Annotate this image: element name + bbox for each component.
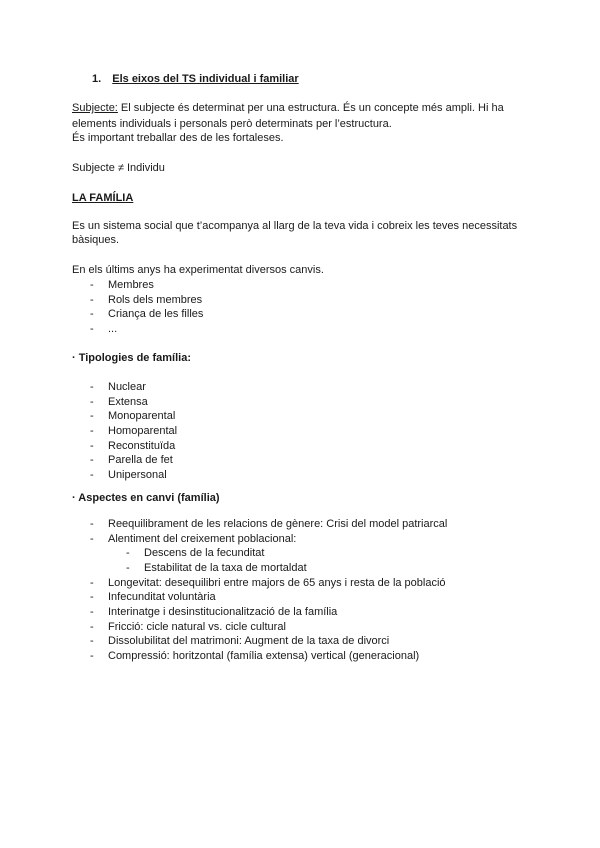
family-definition-2: bàsiques. bbox=[72, 234, 120, 246]
heading-title: Els eixos del TS individual i familiar bbox=[112, 73, 299, 85]
subject-text-1: El subjecte és determinat per una estructura. És un concepte més ampli. Hi ha bbox=[117, 102, 504, 114]
subject-relation: Subjecte ≠ Individu bbox=[72, 162, 165, 174]
family-definition-1: Es un sistema social que t’acompanya al llarg de la teva vida i cobreix les teves necessitats bbox=[72, 220, 518, 232]
subject-line-1 bbox=[72, 101, 504, 115]
typologies-title: · Tipologies de família: bbox=[72, 352, 191, 364]
subject-label: Subjecte: bbox=[72, 102, 118, 114]
aspects-title: · Aspectes en canvi (família) bbox=[72, 492, 220, 504]
document-page: 1. Els eixos del TS individual i familiar Subjecte: El subjecte és determinat per una estructura. És un concepte més ampli. Hi ha elements individuals i personals però determinats per l’estructura. És important treballar des de les fortaleses. Subjecte ≠ Individu LA FAMÍLIA Es un sistema social que t’acompanya al llarg de la teva vida i cobreix les teves necessitats bàsiques. En els últims anys ha experimentat diversos canvis. - Membres - Rols dels membres - Criança de les filles - ... · Tipologies de família: - Nuclear - Extensa - Monoparental - Homoparental - Reconstituïda - Parella de fet - Unipersonal · Aspectes en canvi (família) - Reequilibrament de les relacions de gènere: Crisi del model patriarcal - Alentiment del creixement poblacional: - Descens de la fecunditat - Estabilitat de la taxa de mortaldat - Longevitat: desequilibri entre majors de 65 anys i resta de la població - Infecunditat voluntària - Interinatge i desinstitucionalització de la família - Fricció: cicle natural vs. cicle cultural - Dissolubilitat del matrimoni: Augment de la taxa de divorci - Compressió: horitzontal (família extensa) vertical (generacional) bbox=[72, 73, 518, 662]
subject-line-2: elements individuals i personals però determinats per l’estructura. bbox=[72, 118, 392, 130]
family-title: LA FAMÍLIA bbox=[72, 192, 134, 204]
heading-number: 1. bbox=[92, 73, 102, 85]
section-heading bbox=[92, 72, 299, 86]
family-changes-intro: En els últims anys ha experimentat diversos canvis. bbox=[72, 264, 324, 276]
subject-line-3: És important treballar des de les fortaleses. bbox=[72, 132, 284, 144]
